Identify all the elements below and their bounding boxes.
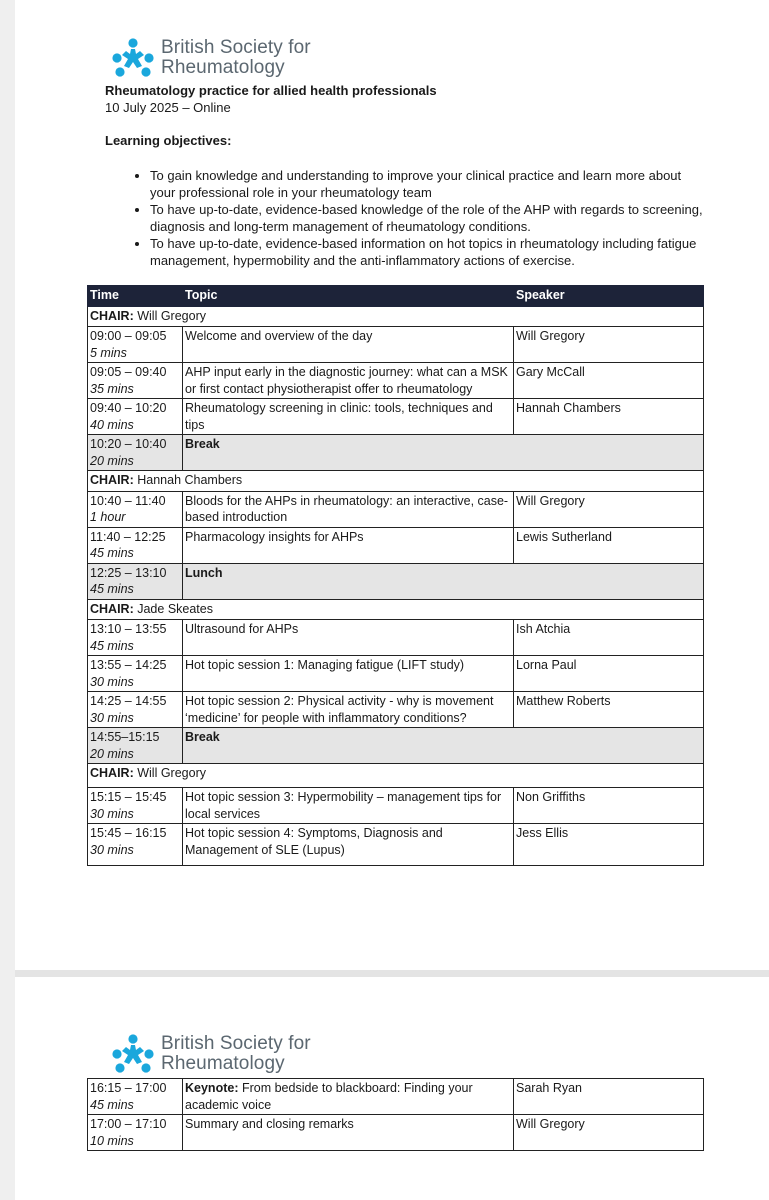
row-time: 12:25 – 13:10: [90, 565, 167, 580]
objective-item: • To gain knowledge and understanding to improve your clinical practice and learn more about your professional role in your rheumatology team: [150, 167, 710, 201]
table-row: [88, 692, 704, 728]
row-time: 17:00 – 17:10: [90, 1117, 167, 1131]
row-topic: Hot topic session 1: Managing fatigue (LIFT study): [183, 656, 514, 692]
bsr-logo-wordmark: British Society for Rheumatology: [161, 37, 311, 78]
row-topic: Break: [183, 435, 704, 471]
chair-row: [88, 471, 704, 492]
chair-name: Jade Skeates: [137, 601, 213, 616]
row-time: 09:05 – 09:40: [90, 365, 167, 379]
row-time: 16:15 – 17:00: [90, 1081, 167, 1095]
row-time: 15:45 – 16:15: [90, 826, 167, 840]
document-page-1: [15, 0, 769, 970]
row-speaker: Will Gregory: [514, 491, 704, 527]
row-time: 09:00 – 09:05: [90, 329, 167, 343]
learning-objectives-list: [125, 167, 710, 269]
row-duration: 30 mins: [90, 842, 134, 857]
bsr-logo-icon: [111, 1033, 155, 1075]
row-topic: Ultrasound for AHPs: [183, 620, 514, 656]
row-duration: 30 mins: [90, 674, 134, 689]
chair-row: [88, 599, 704, 620]
keynote-label: Keynote:: [185, 1081, 239, 1095]
table-row: [88, 620, 704, 656]
row-topic: Rheumatology screening in clinic: tools, techniques and tips: [183, 399, 514, 435]
row-time: 14:55–15:15: [90, 730, 160, 744]
table-row: [88, 327, 704, 363]
row-time: 13:10 – 13:55: [90, 622, 167, 636]
row-speaker: Gary McCall: [514, 363, 704, 399]
row-time: 10:20 – 10:40: [90, 437, 167, 451]
chair-label: CHAIR:: [90, 766, 134, 780]
row-duration: 20 mins: [90, 453, 134, 468]
page-separator: [15, 970, 769, 977]
chair-label: CHAIR:: [90, 308, 134, 323]
table-row: [88, 363, 704, 399]
row-time: 10:40 – 11:40: [90, 493, 166, 508]
table-row-lunch: [88, 563, 704, 599]
table-row-break: [88, 435, 704, 471]
row-speaker: Sarah Ryan: [514, 1079, 704, 1115]
row-speaker: Lewis Sutherland: [514, 527, 704, 563]
chair-label: CHAIR:: [90, 473, 134, 487]
row-topic: Pharmacology insights for AHPs: [183, 527, 514, 563]
table-row: [88, 656, 704, 692]
row-speaker: Ish Atchia: [514, 620, 704, 656]
row-duration: 45 mins: [90, 1097, 134, 1112]
table-row: [88, 788, 704, 824]
schedule-table: [87, 285, 704, 866]
row-topic: Summary and closing remarks: [183, 1115, 514, 1151]
row-duration: 35 mins: [90, 381, 134, 396]
table-header-row: [88, 286, 704, 307]
row-duration: 45 mins: [90, 582, 134, 596]
row-topic: Break: [183, 728, 704, 764]
row-duration: 40 mins: [90, 417, 134, 432]
row-topic: Welcome and overview of the day: [183, 327, 514, 363]
header-speaker: Speaker: [514, 286, 704, 307]
row-time: 13:55 – 14:25: [90, 658, 167, 672]
row-speaker: Hannah Chambers: [514, 399, 704, 435]
row-topic: Hot topic session 4: Symptoms, Diagnosis and Management of SLE (Lupus): [183, 824, 514, 866]
header-topic: Topic: [183, 286, 514, 307]
chair-name: Will Gregory: [137, 308, 206, 323]
row-speaker: Non Griffiths: [514, 788, 704, 824]
bsr-logo-wordmark: British Society for Rheumatology: [161, 1033, 311, 1074]
objective-item: • To have up-to-date, evidence-based knowledge of the role of the AHP with regards to screening, diagnosis and long-term management of rheumatology conditions.: [150, 201, 710, 235]
row-topic: Lunch: [183, 563, 704, 599]
row-topic: Bloods for the AHPs in rheumatology: an interactive, case-based introduction: [183, 491, 514, 527]
row-time: 14:25 – 14:55: [90, 694, 167, 708]
event-date: 10 July 2025 – Online: [105, 100, 231, 115]
chair-name: Will Gregory: [137, 766, 206, 780]
row-time: 09:40 – 10:20: [90, 401, 167, 415]
row-speaker: Jess Ellis: [514, 824, 704, 866]
row-duration: 10 mins: [90, 1133, 134, 1148]
chair-row: [88, 764, 704, 788]
chair-name: Hannah Chambers: [137, 473, 243, 487]
chair-row: [88, 306, 704, 327]
viewer-left-strip: [0, 0, 15, 1200]
row-speaker: Will Gregory: [514, 1115, 704, 1151]
table-row: [88, 824, 704, 866]
row-duration: 30 mins: [90, 710, 134, 725]
table-row: [88, 491, 704, 527]
bsr-logo: [111, 1033, 311, 1075]
row-speaker: Matthew Roberts: [514, 692, 704, 728]
row-duration: 45 mins: [90, 638, 134, 653]
row-duration: 30 mins: [90, 806, 134, 821]
table-row-break: [88, 728, 704, 764]
row-duration: 45 mins: [90, 546, 134, 560]
row-speaker: Will Gregory: [514, 327, 704, 363]
row-topic: Hot topic session 3: Hypermobility – management tips for local services: [183, 788, 514, 824]
row-topic: Hot topic session 2: Physical activity - why is movement ‘medicine’ for people with inflammatory conditions?: [183, 692, 514, 728]
bsr-logo: [111, 37, 311, 79]
row-topic: From bedside to blackboard: Finding your academic voice: [185, 1081, 473, 1112]
row-duration: 5 mins: [90, 345, 127, 360]
objective-item: • To have up-to-date, evidence-based information on hot topics in rheumatology including fatigue management, hypermobility and the anti-inflammatory actions of exercise.: [150, 235, 710, 269]
row-duration: 20 mins: [90, 746, 134, 761]
row-time: 15:15 – 15:45: [90, 790, 167, 804]
row-duration: 1 hour: [90, 510, 126, 524]
table-row: [88, 1115, 704, 1151]
table-row: [88, 527, 704, 563]
row-speaker: Lorna Paul: [514, 656, 704, 692]
row-topic: AHP input early in the diagnostic journey: what can a MSK or first contact physiotherapist offer to rheumatology: [183, 363, 514, 399]
learning-objectives-heading: Learning objectives:: [105, 133, 232, 148]
event-title: Rheumatology practice for allied health professionals: [105, 83, 437, 98]
document-page-2: [15, 977, 769, 1200]
bsr-logo-icon: [111, 37, 155, 79]
row-time: 11:40 – 12:25: [90, 529, 166, 544]
header-time: Time: [88, 286, 183, 307]
schedule-table-continued: [87, 1078, 704, 1151]
table-row-keynote: [88, 1079, 704, 1115]
table-row: [88, 399, 704, 435]
chair-label: CHAIR:: [90, 601, 134, 616]
